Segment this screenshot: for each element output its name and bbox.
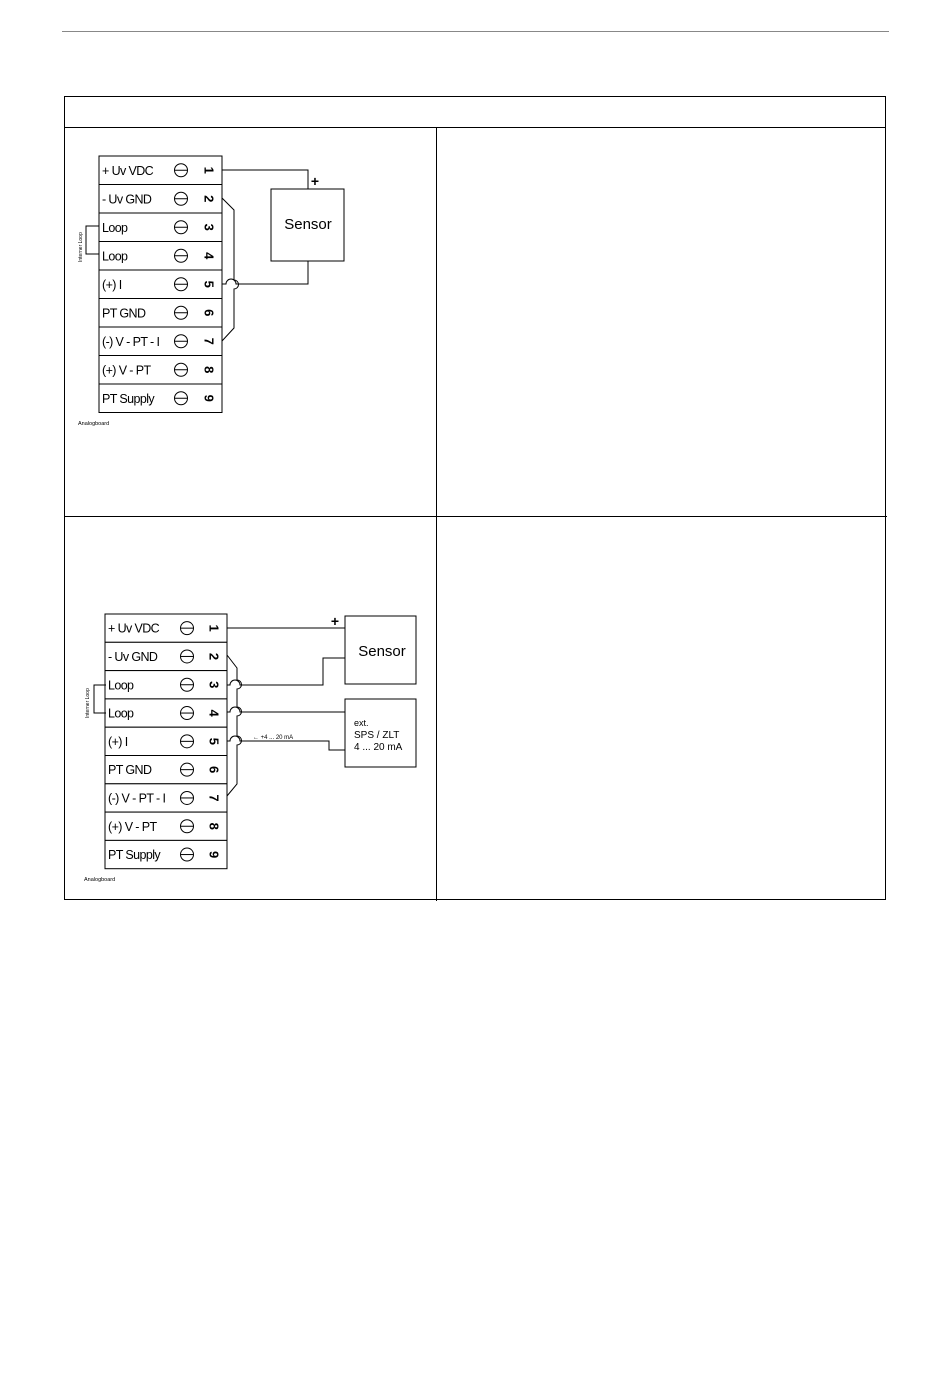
- terminal-number: 4: [201, 252, 217, 260]
- terminal-row: [99, 327, 222, 356]
- terminal-row: [99, 270, 222, 299]
- terminal-label: (+) I: [108, 734, 128, 749]
- terminal-row: [105, 614, 227, 642]
- plus-sign-2: +: [330, 613, 340, 629]
- terminal-label: Loop: [108, 706, 134, 721]
- wiring-diagram-2: [105, 614, 227, 869]
- terminal-label: Loop: [108, 678, 134, 693]
- wire-terminal-4-to-ext: [227, 707, 345, 712]
- terminal-row: [99, 185, 222, 214]
- terminal-label: PT Supply: [108, 848, 161, 863]
- internal-loop-label-1: Interner Loop: [78, 232, 84, 262]
- terminal-number: 7: [201, 337, 217, 345]
- internal-loop-label-2: Interner Loop: [85, 688, 91, 718]
- terminal-number: 5: [201, 280, 217, 288]
- ext-label-line-1: ext.: [354, 718, 369, 728]
- internal-loop-bracket: [94, 685, 106, 713]
- wiring-diagram-1: [99, 156, 222, 413]
- current-label: ← +4 ... 20 mA: [253, 735, 294, 741]
- terminal-label: (+) V - PT: [102, 363, 151, 378]
- terminal-number: 4: [206, 709, 222, 717]
- terminal-number: 9: [206, 850, 222, 859]
- terminal-row: [105, 784, 227, 812]
- terminal-row: [105, 812, 227, 840]
- terminal-row: [105, 642, 227, 670]
- sensor-label-2: Sensor: [358, 643, 406, 660]
- terminal-label: Loop: [102, 220, 128, 235]
- terminal-row: [99, 384, 222, 413]
- ext-label-line-3: 4 ... 20 mA: [354, 742, 403, 753]
- terminal-row: [105, 756, 227, 784]
- internal-loop-bracket: [86, 226, 99, 254]
- terminal-label: + Uv VDC: [108, 621, 160, 636]
- terminal-row: [105, 671, 227, 699]
- terminal-label: + Uv VDC: [102, 163, 154, 178]
- terminal-label: PT GND: [108, 763, 152, 778]
- terminal-label: (+) I: [102, 277, 122, 292]
- terminal-label: Loop: [102, 249, 128, 264]
- terminal-number: 1: [206, 624, 222, 632]
- wire-bridge-2-to-7: [227, 655, 242, 796]
- terminal-label: - Uv GND: [102, 192, 152, 207]
- terminal-label: (-) V - PT - I: [108, 791, 166, 806]
- terminal-row: [99, 156, 222, 185]
- terminal-number: 1: [201, 166, 217, 174]
- terminal-number: 9: [201, 394, 217, 402]
- terminal-number: 8: [201, 366, 217, 374]
- board-label-1: Analogboard: [78, 421, 110, 427]
- terminal-number: 3: [201, 223, 217, 231]
- terminal-label: PT GND: [102, 306, 146, 321]
- wire-terminal-3-to-sensor: [227, 658, 345, 685]
- board-label-2: Analogboard: [84, 877, 116, 883]
- sensor-label-1: Sensor: [284, 216, 332, 233]
- terminal-label: - Uv GND: [108, 649, 158, 664]
- terminal-row: [99, 356, 222, 385]
- terminal-row: [105, 699, 227, 727]
- terminal-number: 3: [206, 681, 222, 689]
- terminal-row: [99, 213, 222, 242]
- terminal-label: PT Supply: [102, 391, 155, 406]
- terminal-number: 6: [206, 766, 222, 774]
- ext-label-line-2: SPS / ZLT: [354, 730, 400, 741]
- terminal-row: [105, 840, 227, 868]
- terminal-number: 8: [206, 822, 222, 830]
- terminal-row: [105, 727, 227, 755]
- plus-sign-1: +: [310, 173, 320, 189]
- terminal-row: [99, 242, 222, 271]
- wire-bridge-2-to-7: [222, 198, 239, 341]
- terminal-number: 6: [201, 309, 217, 317]
- terminal-number: 2: [206, 652, 222, 661]
- terminal-label: (+) V - PT: [108, 819, 157, 834]
- terminal-number: 5: [206, 737, 222, 745]
- terminal-number: 2: [201, 195, 217, 203]
- terminal-number: 7: [206, 794, 222, 802]
- wire-terminal-1-to-sensor: [222, 170, 308, 189]
- terminal-label: (-) V - PT - I: [102, 334, 160, 349]
- terminal-row: [99, 299, 222, 328]
